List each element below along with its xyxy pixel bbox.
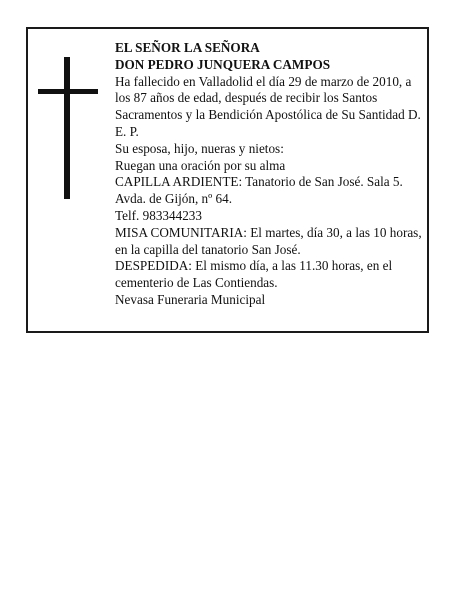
- farewell-info: DESPEDIDA: El mismo día, a las 11.30 horas, en el cementerio de Las Contiendas.: [115, 258, 393, 291]
- family-line: Su esposa, hijo, nueras y nietos:: [115, 140, 284, 156]
- cross-icon: [38, 57, 98, 199]
- obituary-notice: [26, 27, 429, 333]
- prayer-request: Ruegan una oración por su alma: [115, 157, 286, 173]
- notice-title-line-2: DON PEDRO JUNQUERA CAMPOS: [115, 56, 331, 72]
- death-announcement: Ha fallecido en Valladolid el día 29 de marzo de 2010, a los 87 años de edad, después de recibir los Santos Sacramentos y la Bendición Apostólica de Su Santidad D. E. P.: [115, 73, 421, 139]
- phone-number: Telf. 983344233: [115, 207, 202, 223]
- notice-title-line-1: EL SEÑOR LA SEÑORA: [115, 40, 260, 55]
- cross-vertical-bar: [64, 57, 70, 199]
- chapel-info: CAPILLA ARDIENTE: Tanatorio de San José. Sala 5. Avda. de Gijón, nº 64.: [115, 174, 403, 207]
- mass-info: MISA COMUNITARIA: El martes, día 30, a las 10 horas, en la capilla del tanatorio San José.: [115, 224, 422, 257]
- cross-horizontal-bar: [38, 89, 98, 94]
- notice-text: [115, 40, 425, 309]
- funeral-home: Nevasa Funeraria Municipal: [115, 291, 266, 307]
